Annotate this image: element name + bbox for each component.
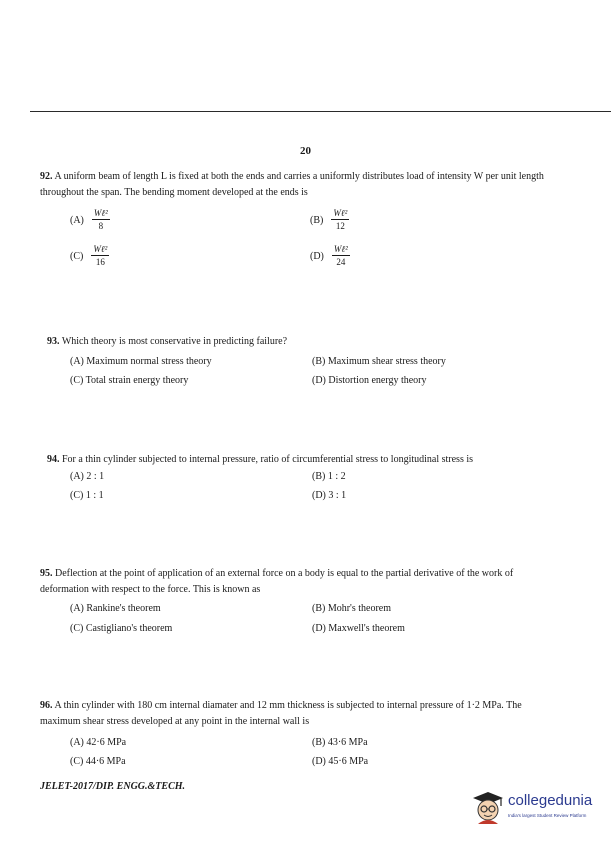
q96-option-c[interactable]: (C) 44·6 MPa — [70, 756, 126, 767]
question-94-number: 94. — [47, 454, 60, 465]
question-94-body: For a thin cylinder subjected to internal pressure, ratio of circumferential stress to longitudinal stress is — [62, 454, 474, 465]
q92-option-b[interactable] — [310, 208, 349, 232]
question-92 — [40, 169, 555, 201]
question-92-number: 92. — [40, 171, 53, 182]
question-96-number: 96. — [40, 700, 53, 711]
question-94 — [47, 452, 557, 468]
q92-option-c[interactable] — [70, 244, 109, 268]
q92-option-d[interactable] — [310, 244, 350, 268]
q96-option-b[interactable]: (B) 43·6 MPa — [312, 737, 368, 748]
q92-option-a[interactable] — [70, 208, 110, 232]
question-92-body: A uniform beam of length L is fixed at both the ends and carries a uniformly distributes load of intensity W per unit length throughout the span. The bending moment developed at the ends is — [40, 171, 544, 198]
graduate-mascot-icon — [472, 790, 504, 831]
q92-option-d-fraction — [332, 244, 350, 268]
question-94-text — [47, 452, 557, 468]
question-95-body: Deflection at the point of application of an external force on a body is equal to the partial derivative of the work of deformation with respect to the force. This is known as — [40, 568, 514, 595]
logo-tagline: India's largest Student Review Platform — [508, 813, 587, 818]
q92-option-d-numerator: Wℓ² — [333, 244, 348, 254]
q92-option-b-fraction — [331, 208, 349, 232]
top-rule — [30, 111, 611, 112]
question-96 — [40, 698, 555, 730]
q92-option-c-denominator: 16 — [95, 257, 105, 267]
question-95 — [40, 566, 555, 598]
q94-option-b[interactable]: (B) 1 : 2 — [312, 471, 346, 482]
q93-option-b[interactable]: (B) Maximum shear stress theory — [312, 356, 446, 367]
logo-wordmark: collegedunia — [508, 792, 593, 809]
collegedunia-logo — [472, 788, 611, 828]
question-96-text — [40, 698, 555, 730]
question-93 — [47, 334, 557, 350]
question-95-text — [40, 566, 555, 598]
question-95-number: 95. — [40, 568, 53, 579]
q95-option-b[interactable]: (B) Mohr's theorem — [312, 603, 392, 614]
q95-option-a[interactable]: (A) Rankine's theorem — [70, 603, 161, 614]
q92-option-c-label: (C) — [70, 250, 84, 262]
q92-option-c-numerator: Wℓ² — [93, 244, 108, 254]
q92-option-c-fraction — [91, 244, 109, 268]
q92-option-b-numerator: Wℓ² — [333, 208, 348, 218]
page-number: 20 — [300, 145, 311, 157]
q92-option-d-denominator: 24 — [336, 257, 346, 267]
question-96-body: A thin cylinder with 180 cm internal diamater and 12 mm thickness is subjected to internal pressure of 1·2 MPa. The maximum shear stress developed at any point in the internal wall is — [40, 700, 522, 727]
q92-option-a-numerator: Wℓ² — [93, 208, 108, 218]
q92-option-a-denominator: 8 — [98, 221, 104, 231]
question-93-text — [47, 334, 557, 350]
q92-option-b-denominator: 12 — [335, 221, 345, 231]
question-93-body: Which theory is most conservative in predicting failure? — [61, 336, 288, 347]
q92-option-a-fraction — [92, 208, 110, 232]
footer-exam-code: JELET-2017/DIP. ENGG.&TECH. — [40, 781, 186, 792]
q93-option-a[interactable]: (A) Maximum normal stress theory — [70, 356, 212, 367]
question-92-text — [40, 169, 555, 201]
q94-option-d[interactable]: (D) 3 : 1 — [312, 490, 347, 501]
q92-option-a-label: (A) — [70, 214, 84, 226]
q95-option-d[interactable]: (D) Maxwell's theorem — [312, 623, 405, 634]
q95-option-c[interactable]: (C) Castigliano's theorem — [70, 623, 173, 634]
q94-option-a[interactable]: (A) 2 : 1 — [70, 471, 105, 482]
q96-option-d[interactable]: (D) 45·6 MPa — [312, 756, 369, 767]
question-93-number: 93. — [47, 336, 60, 347]
q92-option-d-label: (D) — [310, 250, 324, 262]
q96-option-a[interactable]: (A) 42·6 MPa — [70, 737, 127, 748]
q94-option-c[interactable]: (C) 1 : 1 — [70, 490, 104, 501]
q93-option-d[interactable]: (D) Distortion energy theory — [312, 375, 427, 386]
q92-option-b-label: (B) — [310, 214, 324, 226]
q93-option-c[interactable]: (C) Total strain energy theory — [70, 375, 189, 386]
